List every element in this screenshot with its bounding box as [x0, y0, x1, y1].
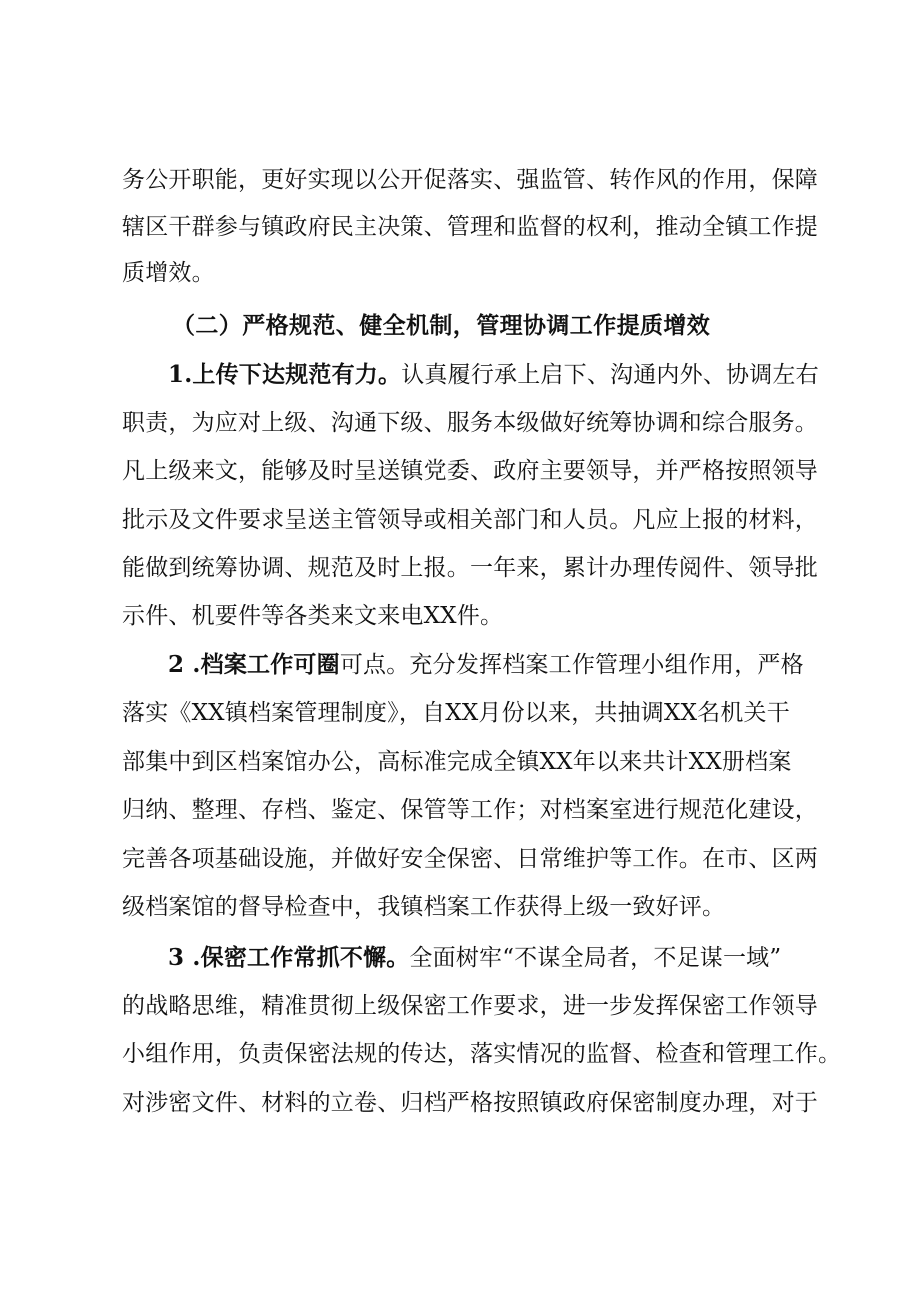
item-2-title: 2 .档案工作可圈 — [168, 651, 340, 678]
paragraph-line: 示件、机要件等各类来文来电XX件。 — [122, 603, 504, 629]
paragraph-line: 质增效。 — [122, 260, 215, 286]
paragraph-line: 凡上级来文，能够及时呈送镇党委、政府主要领导，并严格按照领导 — [122, 458, 818, 484]
section-heading: （二）严格规范、健全机制，管理协调工作提质增效 — [172, 312, 711, 339]
item-2-first-line — [0, 651, 920, 679]
item-1-title: 1.上传下达规范有力。 — [168, 361, 402, 388]
paragraph-line: 对涉密文件、材料的立卷、归档严格按照镇政府保密制度办理，对于 — [122, 1090, 818, 1116]
paragraph-line: 能做到统筹协调、规范及时上报。一年来，累计办理传阅件、领导批 — [122, 555, 818, 581]
paragraph-line: 职责，为应对上级、沟通下级、服务本级做好统筹协调和综合服务。 — [122, 410, 818, 436]
paragraph-line: 批示及文件要求呈送主管领导或相关部门和人员。凡应上报的材料， — [122, 507, 818, 533]
paragraph-line: 辖区干群参与镇政府民主决策、管理和监督的权利，推动全镇工作提 — [122, 214, 818, 240]
paragraph-line: 级档案馆的督导检查中，我镇档案工作获得上级一致好评。 — [122, 894, 726, 920]
item-2-text: 可点。充分发挥档案工作管理小组作用，严格 — [339, 652, 804, 678]
paragraph-line: 完善各项基础设施，并做好安全保密、日常维护等工作。在市、区两 — [122, 846, 818, 872]
item-3-first-line — [0, 944, 920, 972]
paragraph-line: 小组作用，负责保密法规的传达，落实情况的监督、检查和管理工作。 — [122, 1041, 842, 1067]
item-1-first-line — [0, 361, 920, 389]
item-3-text: 全面树牢“不谋全局者，不足谋一域” — [409, 945, 782, 971]
paragraph-line: 务公开职能，更好实现以公开促落实、强监管、转作风的作用，保障 — [122, 167, 818, 193]
paragraph-line: 的战略思维，精准贯彻上级保密工作要求，进一步发挥保密工作领导 — [122, 993, 818, 1019]
paragraph-line: 部集中到区档案馆办公，高标准完成全镇XX年以来共计XX册档案 — [122, 749, 792, 775]
paragraph-line: 归纳、整理、存档、鉴定、保管等工作；对档案室进行规范化建设， — [122, 797, 818, 823]
paragraph-line: 落实《XX镇档案管理制度》，自XX月份以来，共抽调XX名机关干 — [122, 700, 790, 726]
item-3-title: 3 .保密工作常抓不懈。 — [168, 944, 410, 971]
item-1-text: 认真履行承上启下、沟通内外、协调左右 — [401, 362, 819, 388]
